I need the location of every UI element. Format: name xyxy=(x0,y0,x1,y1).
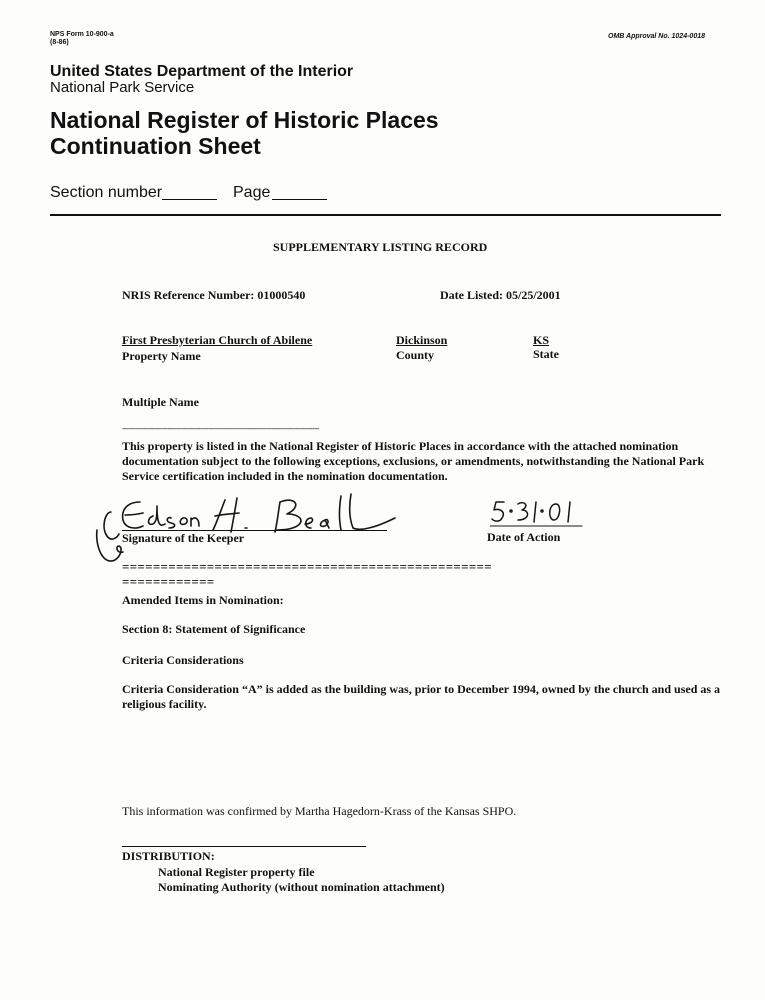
state-label: State xyxy=(533,347,559,361)
listing-statement: This property is listed in the National Register of Historic Places in accordance with the attached nomination documentation subject to the following exceptions, exclusions, or amendments, notwithstanding the National Park Service certification included in the nomination documentation. xyxy=(122,439,705,483)
page-subtitle: Continuation Sheet xyxy=(50,133,261,159)
county-value: Dickinson xyxy=(396,333,448,347)
distribution-heading: DISTRIBUTION: xyxy=(122,849,215,863)
property-name-label: Property Name xyxy=(122,349,201,363)
property-name-value: First Presbyterian Church of Abilene xyxy=(122,333,313,347)
confirmation-note: This information was confirmed by Martha Hagedorn-Krass of the Kansas SHPO. xyxy=(122,804,517,818)
page-number-blank xyxy=(272,199,327,200)
form-number xyxy=(50,31,114,47)
amended-items-heading: Amended Items in Nomination: xyxy=(122,593,284,607)
agency-name: National Park Service xyxy=(50,79,195,96)
equals-separator-2: ============ xyxy=(122,574,215,589)
signature-of-keeper-label: Signature of the Keeper xyxy=(122,531,245,545)
form-date-text: (8-86) xyxy=(50,39,69,46)
section-number-blank xyxy=(162,199,217,200)
distribution-item: National Register property file xyxy=(158,865,315,879)
multiple-name-label: Multiple Name xyxy=(122,395,199,409)
record-heading: SUPPLEMENTARY LISTING RECORD xyxy=(273,240,488,254)
form-number-text: NPS Form 10-900-a xyxy=(50,31,114,38)
page-title: National Register of Historic Places xyxy=(50,107,439,133)
county-label: County xyxy=(396,348,435,362)
section-8-heading: Section 8: Statement of Significance xyxy=(122,622,306,636)
handwritten-date xyxy=(490,498,590,532)
equals-separator-1: ================================================ xyxy=(122,559,492,574)
section-number-label: Section number xyxy=(50,184,163,201)
dash-separator: ------------------------------------------------------------------------------------------- xyxy=(122,424,319,433)
nris-reference: NRIS Reference Number: 01000540 xyxy=(122,288,306,302)
department-name: United States Department of the Interior xyxy=(50,63,354,80)
criteria-amendment-text: Criteria Consideration “A” is added as the building was, prior to December 1994, owned by the church and used as a religious facility. xyxy=(122,682,721,711)
state-value: KS xyxy=(533,333,550,347)
date-of-action-label: Date of Action xyxy=(487,530,561,544)
date-listed: Date Listed: 05/25/2001 xyxy=(440,288,561,302)
page-label: Page xyxy=(233,184,271,201)
criteria-considerations-heading: Criteria Considerations xyxy=(122,653,244,667)
distribution-rule xyxy=(122,846,366,847)
header-divider xyxy=(50,214,721,216)
omb-approval: OMB Approval No. 1024-0018 xyxy=(608,33,705,40)
distribution-item: Nominating Authority (without nomination attachment) xyxy=(158,880,445,894)
